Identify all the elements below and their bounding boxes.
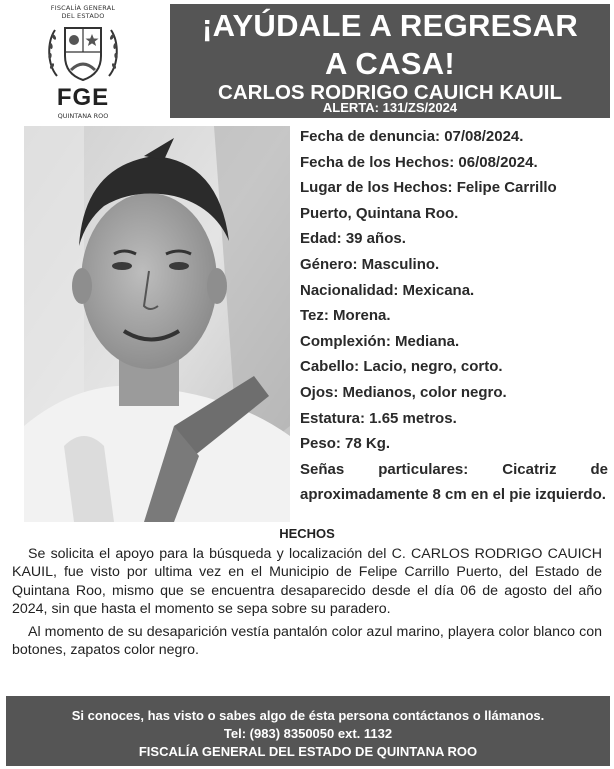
- headline-line2: A CASA!: [324, 46, 456, 81]
- lugar-line2: Puerto, Quintana Roo.: [300, 204, 459, 222]
- peso: Peso: 78 Kg.: [300, 435, 391, 453]
- fge-logo: [18, 4, 148, 122]
- details-panel: [300, 124, 608, 508]
- missing-person-photo: [24, 126, 290, 522]
- footer-contact-line: Si conoces, has visto o sabes algo de ésta persona contáctanos o llámanos.: [71, 708, 545, 723]
- fecha-denuncia: Fecha de denuncia: 07/08/2024.: [300, 128, 524, 145]
- fecha-hechos: Fecha de los Hechos: 06/08/2024.: [300, 153, 538, 171]
- person-name: CARLOS RODRIGO CAUICH KAUIL: [218, 81, 562, 104]
- footer-institution: FISCALÍA GENERAL DEL ESTADO DE QUINTANA ROO: [138, 744, 478, 759]
- footer-banner: [6, 696, 610, 766]
- estatura: Estatura: 1.65 metros.: [300, 409, 457, 427]
- headline-line1: ¡AYÚDALE A REGRESAR: [201, 8, 579, 43]
- hechos-heading: HECHOS: [279, 526, 335, 541]
- cabello: Cabello: Lacio, negro, corto.: [300, 358, 503, 376]
- footer-phone: Tel: (983) 8350050 ext. 1132: [223, 726, 393, 741]
- tez: Tez: Morena.: [300, 307, 391, 325]
- logo-bottom-line: QUINTANA ROO: [57, 112, 109, 120]
- complexion: Complexión: Mediana.: [300, 332, 460, 350]
- hechos-paragraph-2: Al momento de su desaparición vestía pantalón color azul marino, playera color blanco con botones, zapatos color negro.: [12, 624, 602, 659]
- logo-acronym: FGE: [56, 84, 110, 111]
- senas-particulares: Señas particulares: Cicatriz de aproximadamente 8 cm en el pie izquierdo.: [300, 460, 608, 504]
- nacionalidad: Nacionalidad: Mexicana.: [300, 281, 475, 299]
- genero: Género: Masculino.: [300, 255, 440, 273]
- hechos-paragraph-1: Se solicita el apoyo para la búsqueda y localización del C. CARLOS RODRIGO CAUICH KAUIL, fue visto por ultima vez en el Municipio de Felipe Carrillo Puerto, del Estado de Quintana Roo, mismo que se encuentra desaparecido desde el día 06 de agosto del año 2024, sin que hasta el momento se sepa sobre su paradero.: [12, 546, 602, 618]
- alert-number: ALERTA: 131/ZS/2024: [322, 100, 458, 115]
- edad: Edad: 39 años.: [300, 230, 406, 248]
- logo-top-line2: DEL ESTADO: [61, 12, 105, 20]
- shield-emblem-icon: [43, 22, 123, 84]
- lugar-line1: Lugar de los Hechos: Felipe Carrillo: [300, 179, 557, 197]
- header-banner: [170, 4, 610, 118]
- logo-top-line1: FISCALÍA GENERAL: [50, 4, 116, 12]
- ojos: Ojos: Medianos, color negro.: [300, 383, 507, 401]
